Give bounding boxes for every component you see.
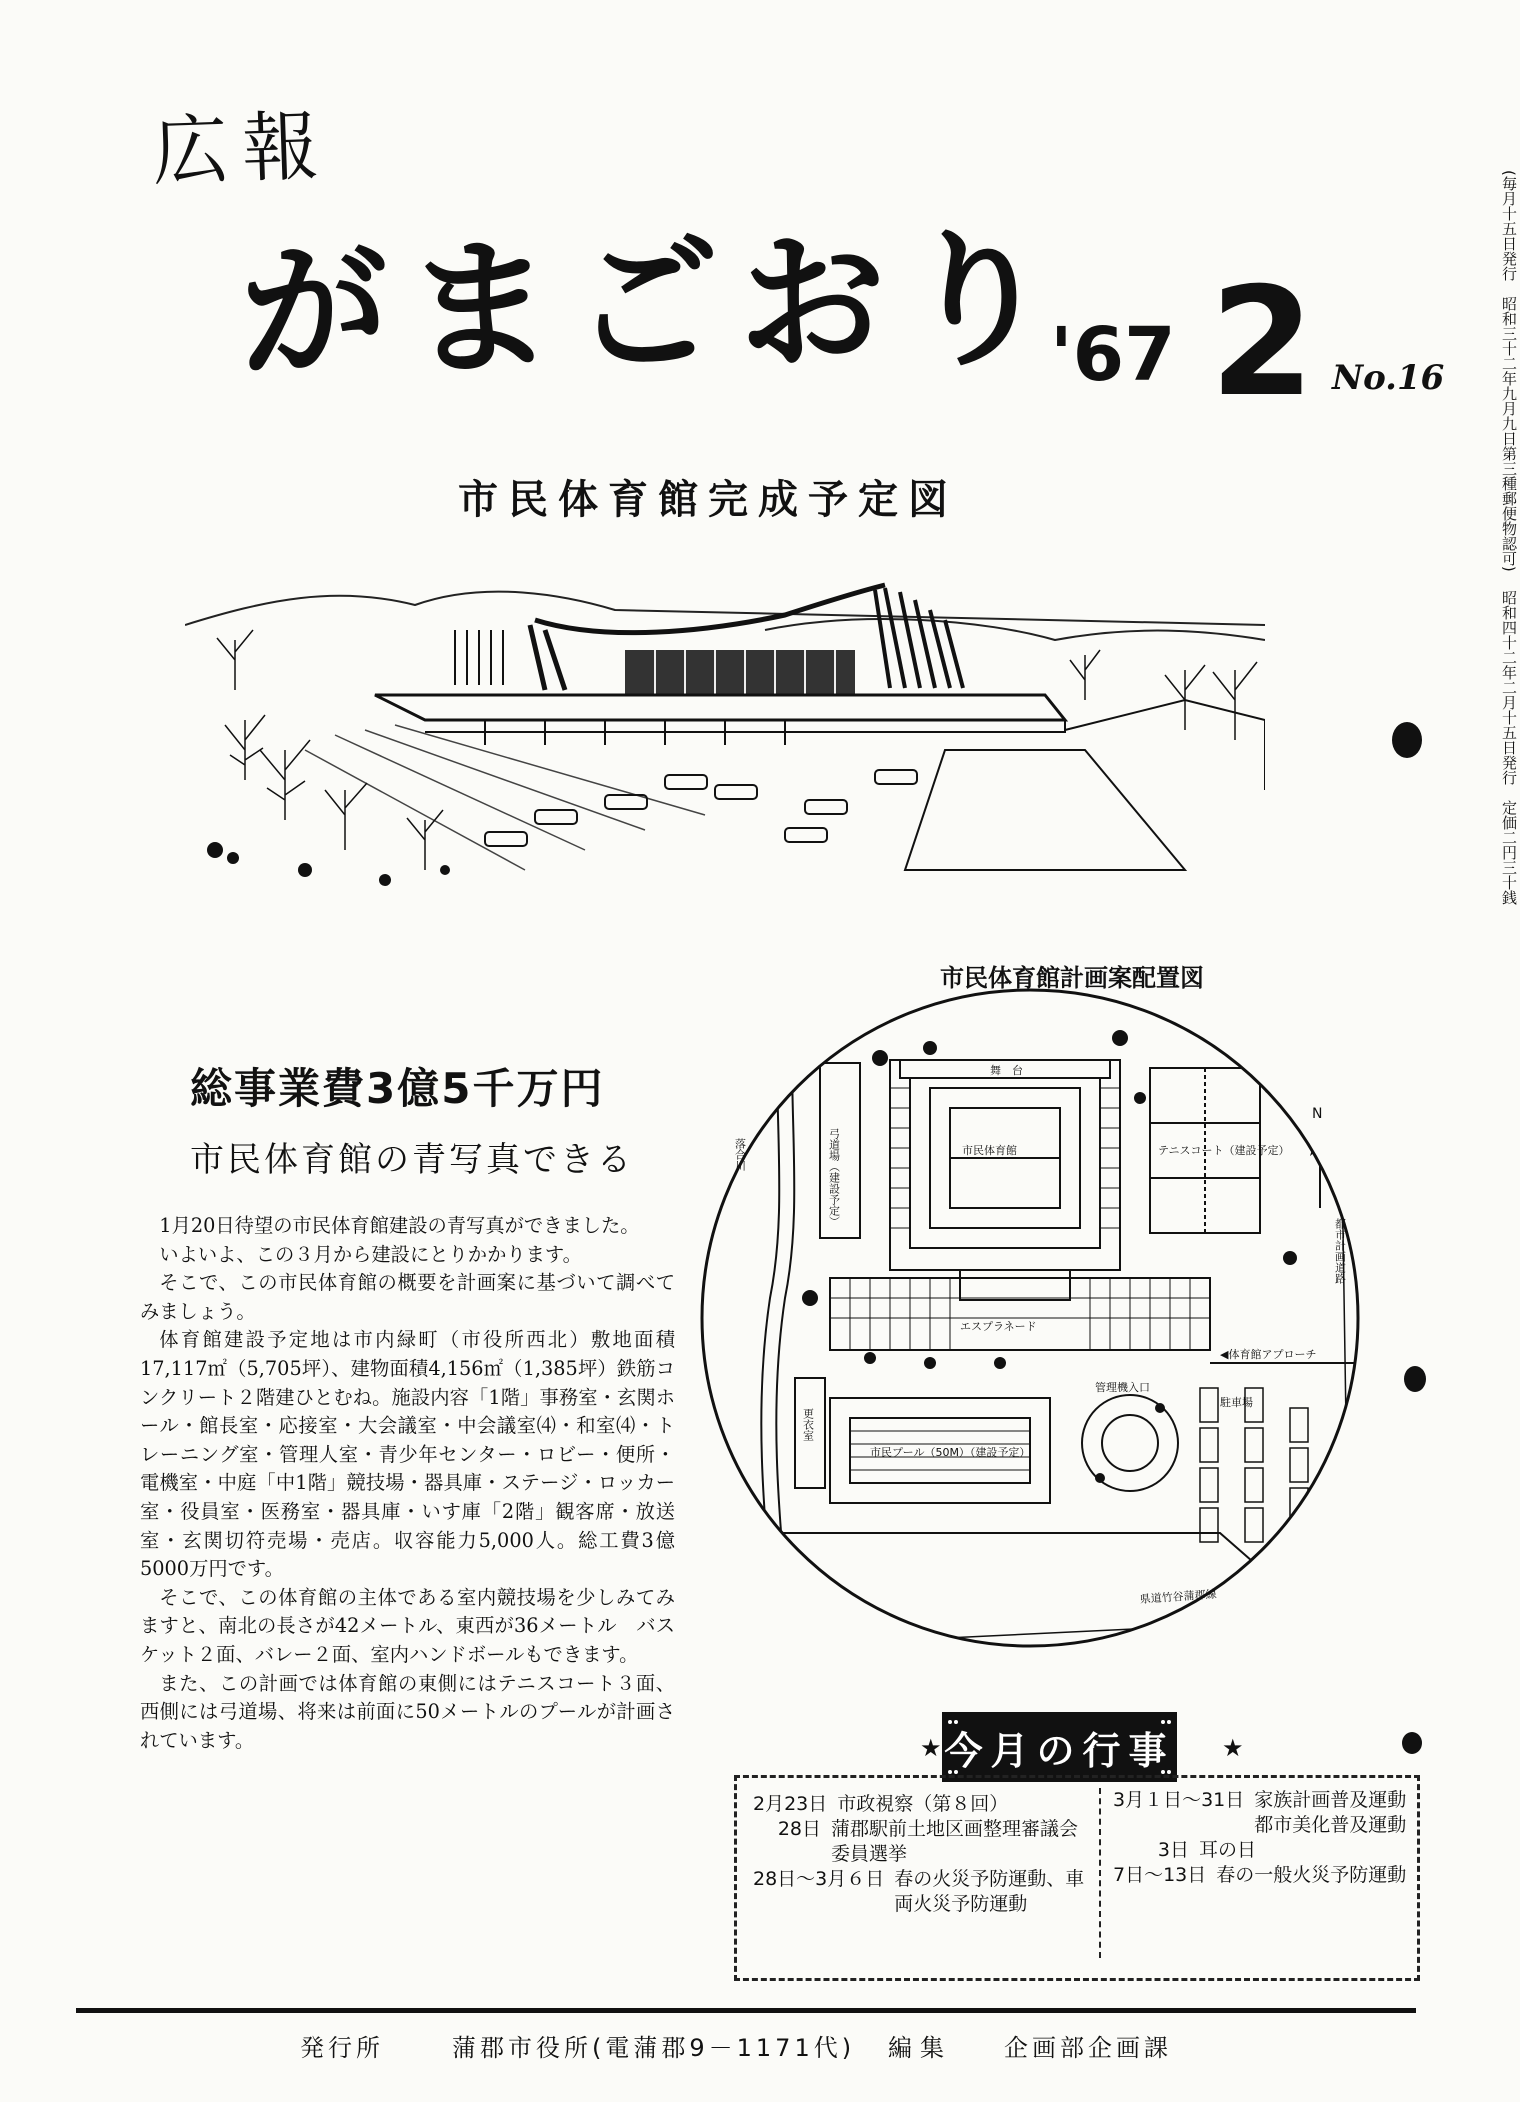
article-subhead: 市民体育館の青写真できる [190, 1140, 634, 1180]
events-box [734, 1775, 1426, 1981]
plan-approach-label: ◀体育館アプローチ [1220, 1348, 1317, 1361]
footer-rule [76, 2008, 1416, 2013]
plan-changing-label: 更衣室 [801, 1408, 815, 1441]
north-arrow-label: N [1312, 1106, 1323, 1122]
article-paragraph: 体育館建設予定地は市内緑町（市役所西北）敷地面積17,117㎡（5,705坪）、建物面積4,156㎡（1,385坪）鉄筋コンクリート２階建ひとむね。施設内容「1階」事務室・玄関ホール・館長室・応接室・大会議室・中会議室⑷・和室⑷・トレーニング室・管理人室・青少年センター・ロビー・便所・電機室・中庭「中1階」競技場・器具庫・ステージ・ロッカー室・役員室・医務室・器具庫・いす庫「2階」観客席・放送室・玄関切符売場・売店。収容能力5,000人。総工費3億5000万円です。 [140, 1328, 675, 1581]
publisher-label: 発行所 [300, 2034, 384, 2062]
article-paragraph: また、この計画では体育館の東側にはテニスコート３面、西側には弓道場、将来は前面に50メートルのプールが計画されています。 [140, 1671, 675, 1752]
event-date: 7日～13日 [1113, 1864, 1207, 1886]
publication-meta [1478, 170, 1518, 905]
ink-stain [1392, 722, 1422, 758]
plan-river-label: 落合川 [733, 1138, 747, 1171]
plan-esplanade-label: エスプラネード [960, 1320, 1037, 1333]
meta-line-1: (毎月十五日発行 昭和三十二年九月九日第三種郵便物認可) [1500, 170, 1518, 572]
event-date: 28日～3月６日 [753, 1868, 885, 1890]
event-item [1113, 1788, 1426, 1838]
event-text: 家族計画普及運動 都市美化普及運動 [1254, 1789, 1426, 1836]
editor-name: 企画部企画課 [1004, 2034, 1172, 2062]
event-item [753, 1817, 1093, 1867]
figure-title: 市民体育館完成予定図 [458, 477, 958, 523]
event-text: 蒲郡駅前土地区画整理審議会委員選挙 [831, 1818, 1079, 1865]
site-plan-title: 市民体育館計画案配置図 [940, 964, 1204, 992]
plan-mgmt-label: 管理機入口 [1095, 1381, 1150, 1394]
article-paragraph: いよいよ、この３月から建設にとりかかります。 [159, 1242, 582, 1266]
events-title: 今月の行事 [942, 1712, 1177, 1782]
issue-number: No.16 [1332, 358, 1445, 398]
plan-archery-label: 弓道場（建設予定） [827, 1128, 841, 1227]
event-date: 28日 [777, 1818, 821, 1840]
article-paragraph: そこで、この体育館の主体である室内競技場を少しみてみますと、南北の長さが42メートル、東西が36メートル バスケット２面、バレー２面、室内ハンドボールもできます。 [140, 1585, 675, 1666]
event-date: 3月１日～31日 [1113, 1789, 1245, 1811]
event-item [1113, 1838, 1423, 1863]
gymnasium-illustration [185, 570, 1265, 890]
event-item [1113, 1863, 1423, 1888]
plan-parking-label: 駐車場 [1220, 1396, 1253, 1409]
plan-stage-label: 舞 台 [990, 1064, 1023, 1077]
issue-year: '67 [1050, 312, 1176, 398]
ink-stain [1402, 1732, 1422, 1754]
event-item [753, 1867, 1093, 1917]
event-text: 春の火災予防運動、車両火災予防運動 [894, 1868, 1085, 1915]
article-body [140, 1212, 675, 1755]
event-text: 耳の日 [1199, 1839, 1257, 1861]
article-headline: 総事業費3億5千万円 [190, 1064, 605, 1113]
star-icon: ★ [1222, 1734, 1244, 1762]
plan-gym-label: 市民体育館 [962, 1144, 1017, 1157]
event-date: 3日 [1157, 1839, 1189, 1861]
meta-line-2: 昭和四十二年二月十五日発行 定価二円三十銭 [1500, 589, 1518, 905]
publisher-name: 蒲郡市役所(電蒲郡9－1171代) [452, 2034, 856, 2062]
star-icon: ★ [920, 1734, 942, 1762]
plan-pool-label: 市民プール（50M）（建設予定） [870, 1446, 1031, 1459]
ink-stain [1404, 1366, 1426, 1392]
article-paragraph: そこで、この市民体育館の概要を計画案に基づいて調べてみましょう。 [140, 1271, 675, 1323]
events-right-column [1099, 1788, 1426, 1958]
event-item [753, 1792, 1093, 1817]
plan-prefroad-label: 県道竹谷蒲郡線 [1139, 1587, 1218, 1606]
issue-month: 2 [1210, 256, 1315, 430]
event-text: 春の一般火災予防運動 [1216, 1864, 1407, 1886]
event-date: 2月23日 [753, 1793, 828, 1815]
article-paragraph: 1月20日待望の市民体育館建設の青写真ができました。 [159, 1214, 640, 1237]
events-left-column [753, 1792, 1093, 1917]
plan-road-label: 都市計画道路 [1333, 1218, 1347, 1284]
newsletter-title: がまごおり [238, 212, 1072, 400]
kouhou-label: 広報 [150, 100, 334, 197]
editor-label: 編集 [888, 2034, 952, 2062]
event-text: 市政視察（第８回） [837, 1793, 1009, 1815]
site-plan [700, 978, 1360, 1678]
plan-tennis-label: テニスコート（建設予定） [1158, 1144, 1290, 1157]
